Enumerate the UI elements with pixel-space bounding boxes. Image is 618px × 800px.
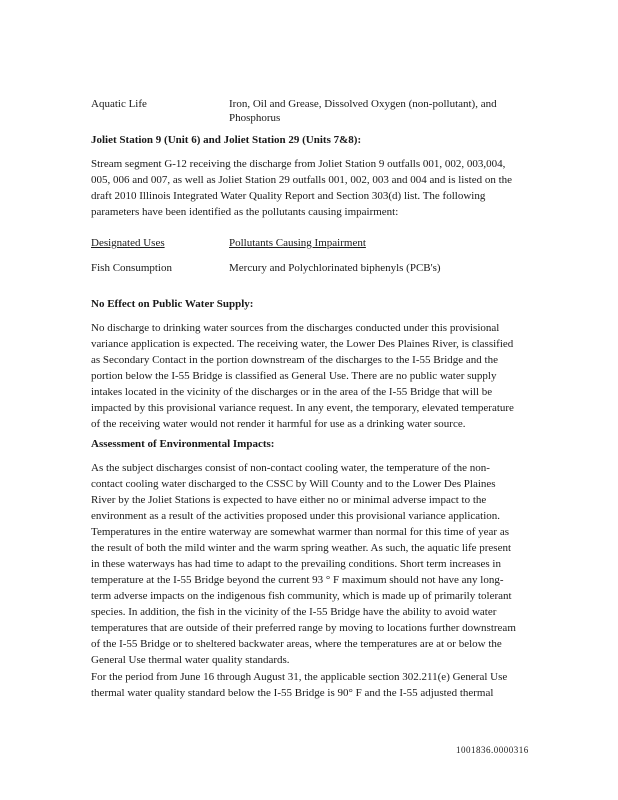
aquatic-life-pollutants-line1: Iron, Oil and Grease, Dissolved Oxygen (non-pollutant), and <box>229 98 497 110</box>
table-row-use: Fish Consumption <box>91 262 172 274</box>
no-effect-heading: No Effect on Public Water Supply: <box>91 298 254 310</box>
assessment-para-line: the result of both the mild winter and the warm spring weather. As such, the aquatic life present <box>91 542 512 554</box>
final-para-line: thermal water quality standard below the I-55 Bridge is 90° F and the I-55 adjusted thermal <box>91 687 494 699</box>
final-paragraph <box>91 669 519 701</box>
table-row-pollutants: Mercury and Polychlorinated biphenyls (PCB's) <box>229 262 441 274</box>
no-effect-para-line: portion below the I-55 Bridge is classified as General Use. There are no public water supply <box>91 370 497 382</box>
assessment-para-line: As the subject discharges consist of non-contact cooling water, the temperature of the non- <box>91 462 490 474</box>
joliet-heading: Joliet Station 9 (Unit 6) and Joliet Station 29 (Units 7&8): <box>91 134 362 146</box>
table-header-designated-uses: Designated Uses <box>91 237 165 249</box>
assessment-para-line: in these waterways has had time to adapt to the prevailing conditions. Short term increases in <box>91 558 501 570</box>
assessment-para-line: temperatures that are outside of their preferred range by moving to locations further downstream <box>91 622 516 634</box>
no-effect-para-line: intakes located in the vicinity of the discharges or in the area of the I-55 Bridge that will be <box>91 386 493 398</box>
assessment-para-line: term adverse impacts on the indigenous fish community, which is made up of primarily tolerant <box>91 590 512 602</box>
no-effect-paragraph <box>91 320 519 432</box>
assessment-para-line: of the I-55 Bridge or to sheltered backwater areas, where the temperatures are at or below the <box>91 638 502 650</box>
aquatic-life-pollutants-line2: Phosphorus <box>229 112 281 124</box>
no-effect-para-line: No discharge to drinking water sources from the discharges conducted under this provisional <box>91 322 500 334</box>
assessment-para-line: Temperatures in the entire waterway are somewhat warmer than normal for this time of year as <box>91 526 509 538</box>
assessment-para-line: species. In addition, the fish in the vicinity of the I-55 Bridge have the ability to avoid water <box>91 606 497 618</box>
joliet-para-line: draft 2010 Illinois Integrated Water Quality Report and Section 303(d) list. The following <box>91 190 486 202</box>
joliet-para-line: Stream segment G-12 receiving the discharge from Joliet Station 9 outfalls 001, 002, 003,004, <box>91 158 506 170</box>
joliet-para-line: parameters have been identified as the pollutants causing impairment: <box>91 206 399 218</box>
assessment-paragraph <box>91 460 519 668</box>
assessment-para-line: environment as a result of the activities proposed under this provisional variance application. <box>91 510 501 522</box>
table-header-pollutants: Pollutants Causing Impairment <box>229 237 366 249</box>
joliet-para-line: 005, 006 and 007, as well as Joliet Station 29 outfalls 001, 002, 003 and 004 and is listed on the <box>91 174 513 186</box>
assessment-para-line: temperature at the I-55 Bridge beyond the current 93 ° F maximum should not have any long- <box>91 574 504 586</box>
no-effect-para-line: of the receiving water would not render it harmful for use as a drinking water source. <box>91 418 466 430</box>
bates-number: 1001836.0000316 <box>456 745 529 755</box>
no-effect-para-line: as Secondary Contact in the portion downstream of the discharges to the I-55 Bridge and the <box>91 354 498 366</box>
assessment-heading: Assessment of Environmental Impacts: <box>91 438 275 450</box>
aquatic-life-label: Aquatic Life <box>91 98 147 110</box>
assessment-para-line: contact cooling water discharged to the CSSC by Will County and to the Lower Des Plaines <box>91 478 496 490</box>
assessment-para-line: General Use thermal water quality standards. <box>91 654 290 666</box>
assessment-para-line: River by the Joliet Stations is expected to have either no or minimal adverse impact to the <box>91 494 487 506</box>
no-effect-para-line: variance application is expected. The receiving water, the Lower Des Plaines River, is classified <box>91 338 514 350</box>
no-effect-para-line: impacted by this provisional variance request. In any event, the temporary, elevated temperature <box>91 402 514 414</box>
joliet-paragraph <box>91 156 519 220</box>
final-para-line: For the period from June 16 through August 31, the applicable section 302.211(e) General Use <box>91 671 508 683</box>
